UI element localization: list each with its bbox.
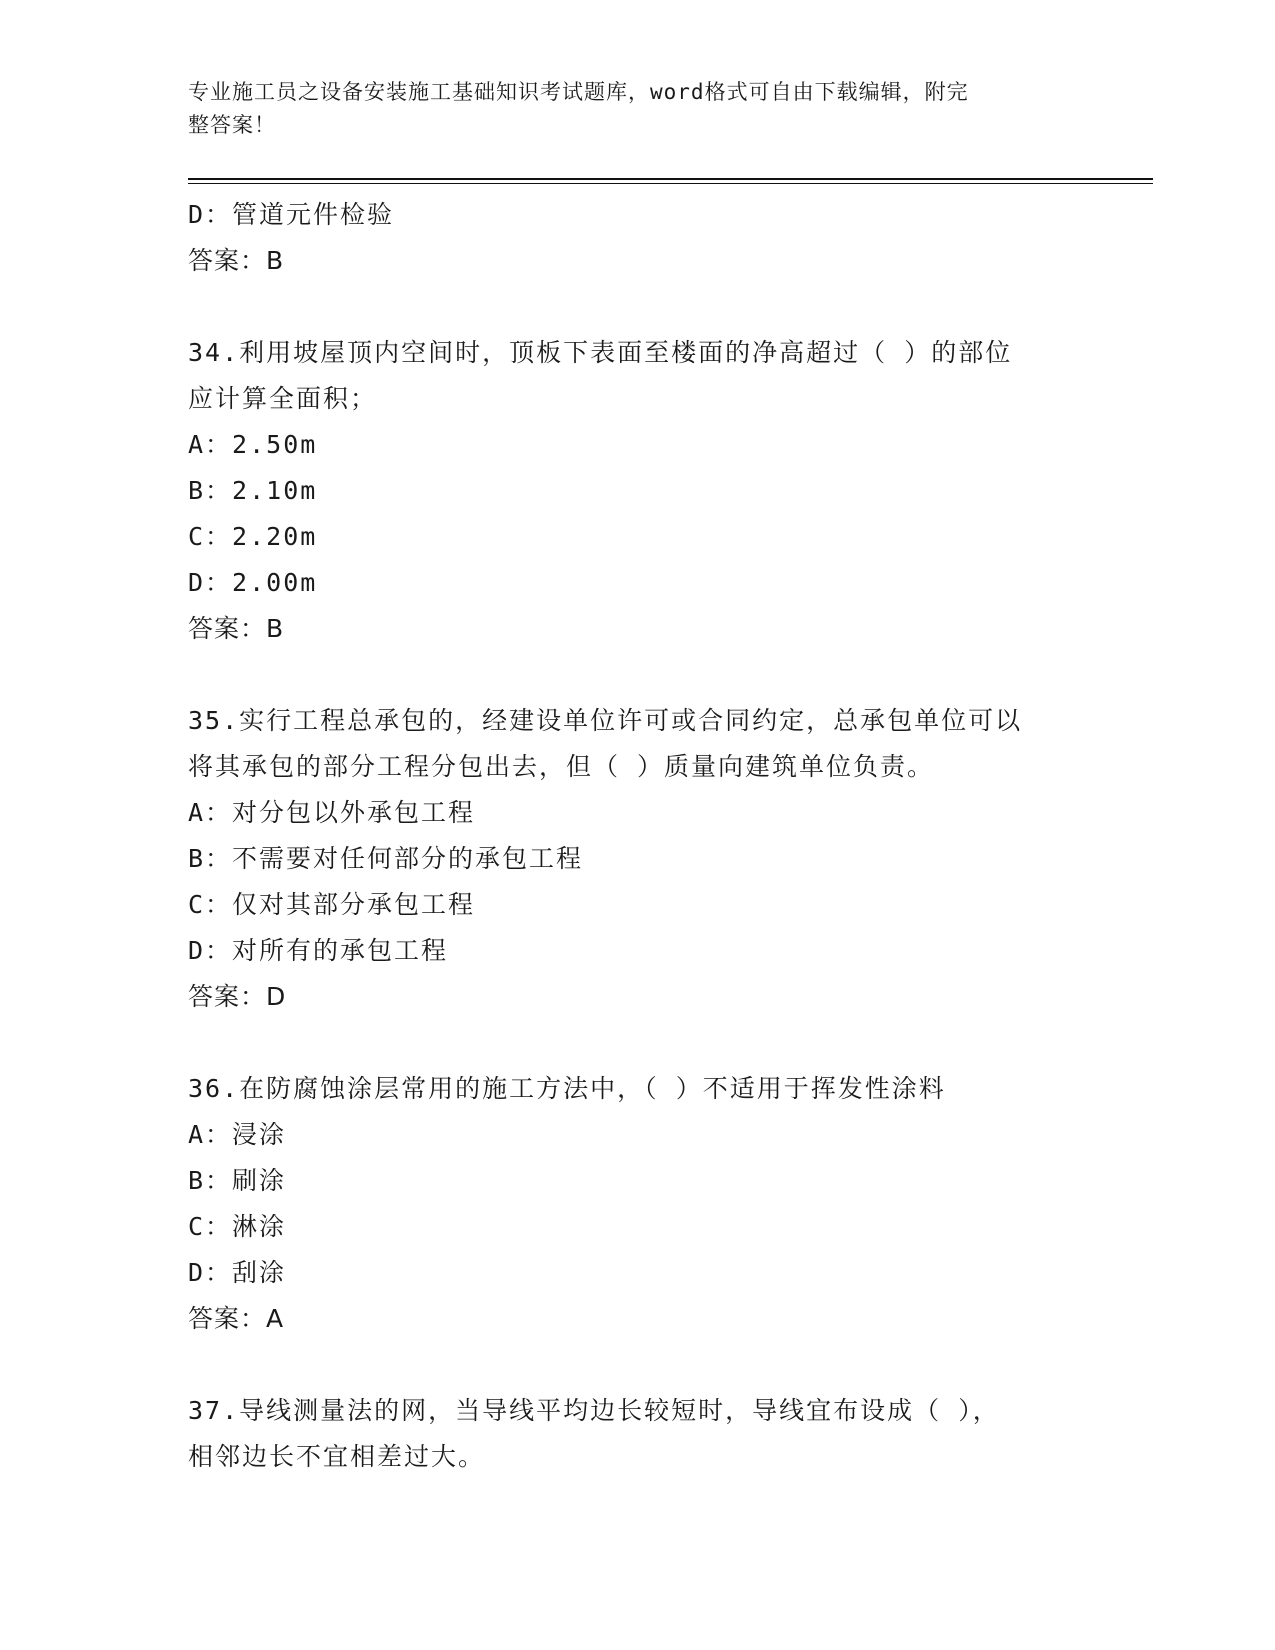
question-37 xyxy=(188,1388,1088,1480)
option-c: C：仅对其部分承包工程 xyxy=(188,890,476,919)
answer: 答案：B xyxy=(188,614,285,643)
answer: 答案：A xyxy=(188,1304,285,1333)
spacer xyxy=(188,284,1088,330)
option-d: D：对所有的承包工程 xyxy=(188,936,449,965)
option-d: D：2.00m xyxy=(188,568,318,597)
option-b: B：2.10m xyxy=(188,476,318,505)
prev-answer: 答案：B xyxy=(188,246,285,275)
header-rule-thick xyxy=(188,178,1153,180)
question-stem: 36.在防腐蚀涂层常用的施工方法中，（ ）不适用于挥发性涂料 xyxy=(188,1074,946,1103)
option-a: A：对分包以外承包工程 xyxy=(188,798,476,827)
header-rule-thin xyxy=(188,183,1153,184)
option-c: C：2.20m xyxy=(188,522,318,551)
option-c: C：淋涂 xyxy=(188,1212,287,1241)
document-header xyxy=(188,76,1068,142)
answer: 答案：D xyxy=(188,982,287,1011)
spacer xyxy=(188,652,1088,698)
question-stem-cont: 应计算全面积； xyxy=(188,384,378,413)
prev-option-d: D：管道元件检验 xyxy=(188,200,395,229)
question-stem-cont: 将其承包的部分工程分包出去，但（ ）质量向建筑单位负责。 xyxy=(188,752,935,781)
question-stem-cont: 相邻边长不宜相差过大。 xyxy=(188,1442,486,1471)
question-stem: 35.实行工程总承包的，经建设单位许可或合同约定，总承包单位可以 xyxy=(188,706,1023,735)
option-a: A：浸涂 xyxy=(188,1120,287,1149)
option-b: B：不需要对任何部分的承包工程 xyxy=(188,844,584,873)
document-body xyxy=(188,192,1088,1480)
header-line-1: 专业施工员之设备安装施工基础知识考试题库，word格式可自由下载编辑，附完 xyxy=(188,80,969,104)
header-line-2: 整答案！ xyxy=(188,113,276,137)
spacer xyxy=(188,1020,1088,1066)
question-stem: 37.导线测量法的网，当导线平均边长较短时，导线宜布设成（ ）， xyxy=(188,1396,1000,1425)
option-d: D：刮涂 xyxy=(188,1258,287,1287)
option-b: B：刷涂 xyxy=(188,1166,287,1195)
question-36 xyxy=(188,1066,1088,1342)
option-a: A：2.50m xyxy=(188,430,318,459)
spacer xyxy=(188,1342,1088,1388)
question-stem: 34.利用坡屋顶内空间时，顶板下表面至楼面的净高超过（ ）的部位 xyxy=(188,338,1013,367)
question-35 xyxy=(188,698,1088,1020)
question-34 xyxy=(188,330,1088,652)
